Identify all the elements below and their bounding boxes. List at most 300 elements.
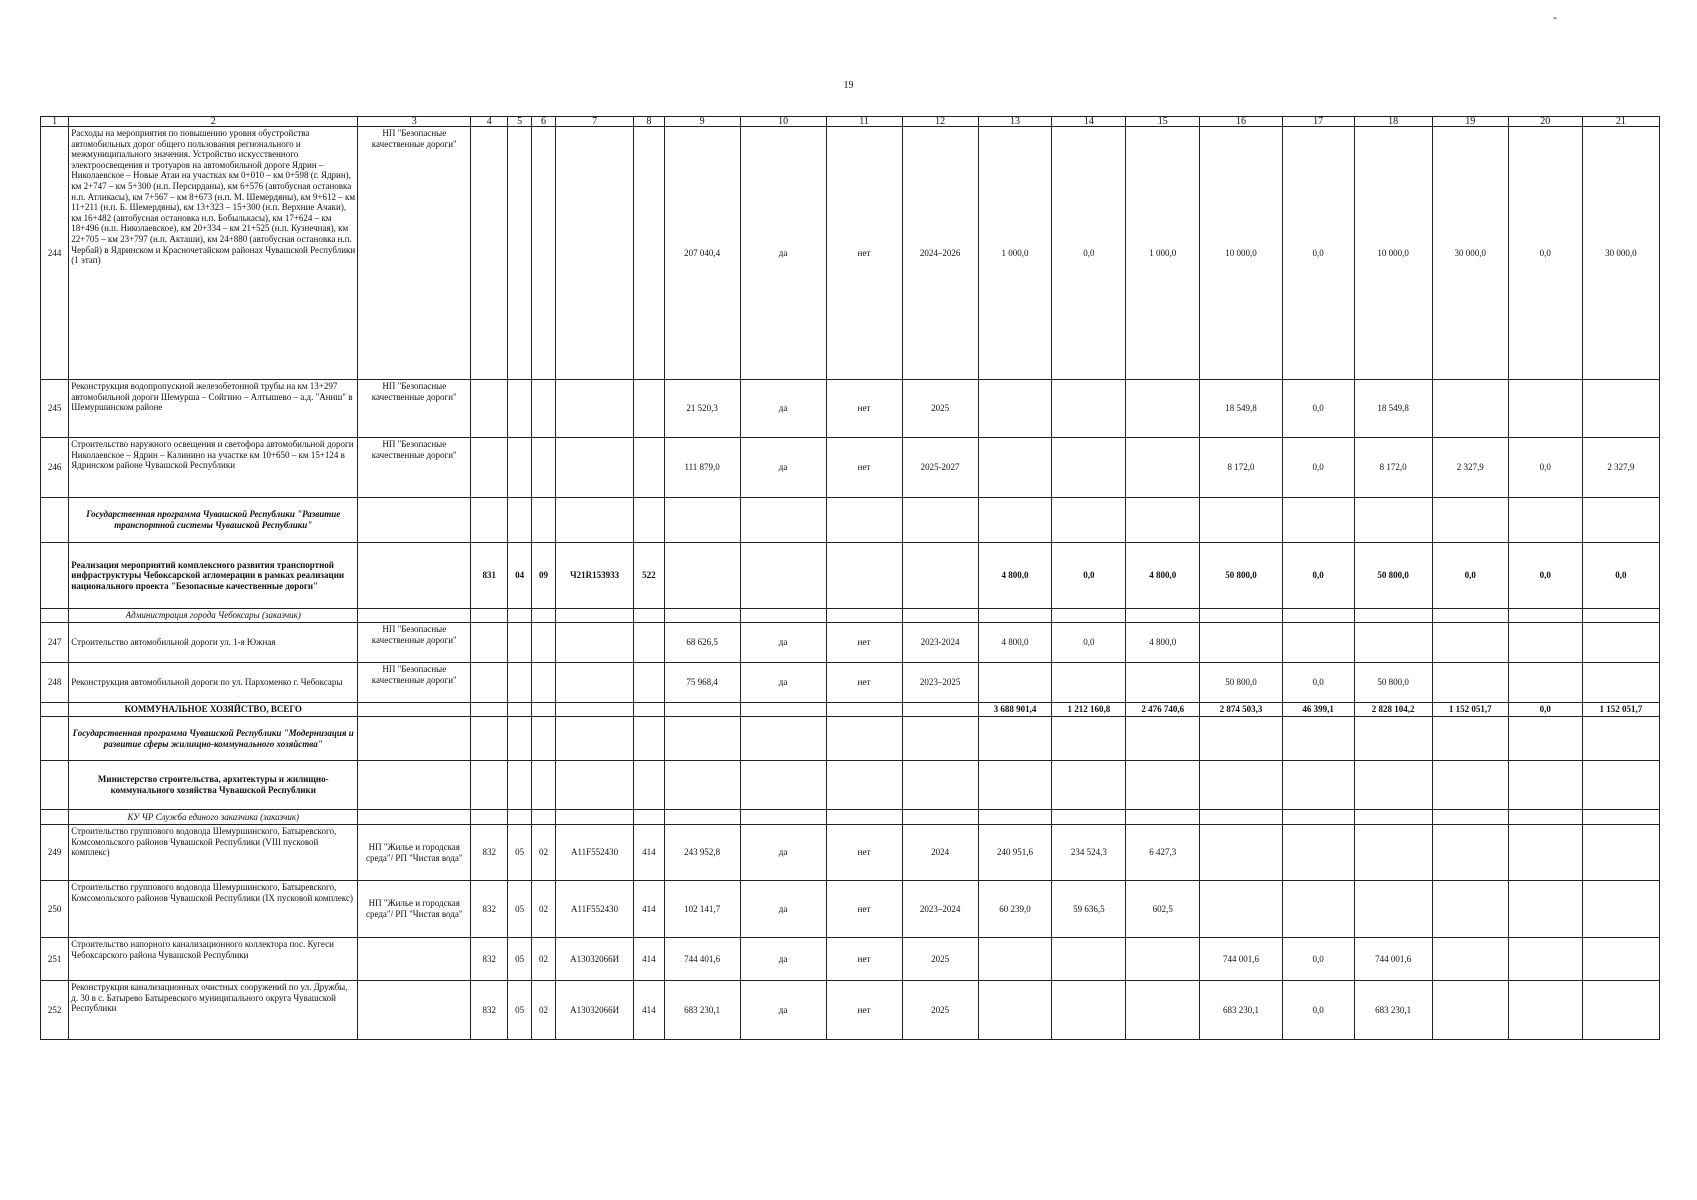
cell-c20: 0,0 bbox=[1508, 543, 1582, 609]
customer-title: Администрация города Чебоксары (заказчик) bbox=[69, 609, 358, 623]
cell-c12: 2025 bbox=[902, 981, 978, 1040]
cell-c6: 02 bbox=[532, 981, 556, 1040]
program-title: Государственная программа Чувашской Республики "Модернизация и развитие сферы жилищно-коммунального хозяйства" bbox=[69, 717, 358, 761]
col-num: 21 bbox=[1582, 117, 1659, 127]
cell-c15: 4 800,0 bbox=[1126, 623, 1200, 663]
empty-cell bbox=[826, 498, 902, 543]
cell-c9: 111 879,0 bbox=[664, 438, 740, 498]
empty-cell bbox=[902, 609, 978, 623]
empty-cell bbox=[664, 761, 740, 810]
measure-row bbox=[41, 543, 1660, 609]
empty-cell bbox=[1126, 717, 1200, 761]
empty-cell bbox=[1282, 825, 1354, 881]
empty-cell bbox=[826, 609, 902, 623]
empty-cell bbox=[1432, 881, 1508, 938]
row-number: 249 bbox=[41, 825, 69, 881]
empty-cell bbox=[740, 761, 826, 810]
empty-cell bbox=[555, 498, 633, 543]
cell-c11: нет bbox=[826, 981, 902, 1040]
cell-c19: 1 152 051,7 bbox=[1432, 703, 1508, 717]
col-num: 1 bbox=[41, 117, 69, 127]
empty-cell bbox=[1354, 810, 1432, 825]
empty-cell bbox=[508, 609, 532, 623]
empty-cell bbox=[555, 761, 633, 810]
object-name: Строительство напорного канализационного коллектора пос. Кугеси Чебоксарского района Чувашской Республики bbox=[69, 938, 358, 981]
empty-cell bbox=[532, 498, 556, 543]
cell-c17: 0,0 bbox=[1282, 543, 1354, 609]
empty-cell bbox=[1052, 810, 1126, 825]
empty-cell bbox=[978, 810, 1052, 825]
table-row bbox=[41, 881, 1660, 938]
empty-cell bbox=[1200, 609, 1283, 623]
table-row bbox=[41, 127, 1660, 380]
cell-c4: 832 bbox=[471, 825, 508, 881]
cell-c4: 831 bbox=[471, 543, 508, 609]
cell-c9: 744 401,6 bbox=[664, 938, 740, 981]
cell-c9: 21 520,3 bbox=[664, 380, 740, 438]
empty-cell bbox=[1582, 498, 1659, 543]
empty-cell bbox=[1508, 810, 1582, 825]
cell-c7: А13032066И bbox=[555, 938, 633, 981]
cell-c16: 744 001,6 bbox=[1200, 938, 1283, 981]
national-project: НП "Безопасные качественные дороги" bbox=[358, 380, 471, 438]
empty-cell bbox=[1432, 498, 1508, 543]
empty-cell bbox=[532, 761, 556, 810]
empty-cell bbox=[1052, 498, 1126, 543]
empty-cell bbox=[902, 761, 978, 810]
empty-cell bbox=[664, 498, 740, 543]
cell-c10: да bbox=[740, 663, 826, 703]
empty-cell bbox=[1052, 717, 1126, 761]
cell-c19: 2 327,9 bbox=[1432, 438, 1508, 498]
cell-c8: 414 bbox=[634, 981, 664, 1040]
empty-cell bbox=[41, 609, 69, 623]
cell-c14: 0,0 bbox=[1052, 623, 1126, 663]
cell-c21 bbox=[1582, 380, 1659, 438]
cell-c16: 10 000,0 bbox=[1200, 127, 1283, 380]
cell-c9: 102 141,7 bbox=[664, 881, 740, 938]
cell-c6: 02 bbox=[532, 881, 556, 938]
empty-cell bbox=[1508, 623, 1582, 663]
cell-c18: 8 172,0 bbox=[1354, 438, 1432, 498]
cell-c21: 1 152 051,7 bbox=[1582, 703, 1659, 717]
empty-cell bbox=[978, 663, 1052, 703]
empty-cell bbox=[1582, 938, 1659, 981]
cell-c7 bbox=[555, 127, 633, 380]
program-heading-row bbox=[41, 498, 1660, 543]
table-row bbox=[41, 438, 1660, 498]
empty-cell bbox=[471, 609, 508, 623]
cell-c17: 0,0 bbox=[1282, 380, 1354, 438]
empty-cell bbox=[1354, 825, 1432, 881]
empty-cell bbox=[1052, 609, 1126, 623]
empty-cell bbox=[471, 717, 508, 761]
empty-cell bbox=[1354, 761, 1432, 810]
cell-c18: 18 549,8 bbox=[1354, 380, 1432, 438]
empty-cell bbox=[532, 810, 556, 825]
cell-c12: 2024–2026 bbox=[902, 127, 978, 380]
col-num: 12 bbox=[902, 117, 978, 127]
empty-cell bbox=[902, 810, 978, 825]
empty-cell bbox=[1508, 663, 1582, 703]
empty-cell bbox=[902, 498, 978, 543]
cell-c8 bbox=[634, 380, 664, 438]
row-number: 251 bbox=[41, 938, 69, 981]
cell-c4 bbox=[471, 127, 508, 380]
row-number: 244 bbox=[41, 127, 69, 380]
cell-c9: 68 626,5 bbox=[664, 623, 740, 663]
object-name: Строительство наружного освещения и светофора автомобильной дороги Николаевское – Ядрин – Калинино на участке км 10+650 – км 15+124 в Ядринском районе Чувашской Республики bbox=[69, 438, 358, 498]
cell-c11: нет bbox=[826, 825, 902, 881]
empty-cell bbox=[826, 543, 902, 609]
cell-c20: 0,0 bbox=[1508, 438, 1582, 498]
empty-cell bbox=[740, 498, 826, 543]
empty-cell bbox=[1052, 981, 1126, 1040]
col-num: 13 bbox=[978, 117, 1052, 127]
empty-cell bbox=[1582, 623, 1659, 663]
empty-cell bbox=[1432, 825, 1508, 881]
empty-cell bbox=[41, 543, 69, 609]
empty-cell bbox=[1282, 761, 1354, 810]
cell-c5: 05 bbox=[508, 938, 532, 981]
row-number: 245 bbox=[41, 380, 69, 438]
row-number: 248 bbox=[41, 663, 69, 703]
empty-cell bbox=[358, 938, 471, 981]
empty-cell bbox=[1126, 938, 1200, 981]
cell-c6 bbox=[532, 438, 556, 498]
cell-c5: 04 bbox=[508, 543, 532, 609]
cell-c8: 414 bbox=[634, 825, 664, 881]
empty-cell bbox=[358, 703, 471, 717]
empty-cell bbox=[1354, 623, 1432, 663]
cell-c8: 522 bbox=[634, 543, 664, 609]
empty-cell bbox=[1200, 761, 1283, 810]
empty-cell bbox=[634, 761, 664, 810]
col-num: 17 bbox=[1282, 117, 1354, 127]
empty-cell bbox=[555, 623, 633, 663]
empty-cell bbox=[978, 981, 1052, 1040]
empty-cell bbox=[358, 810, 471, 825]
empty-cell bbox=[358, 498, 471, 543]
empty-cell bbox=[1432, 663, 1508, 703]
cell-c6: 09 bbox=[532, 543, 556, 609]
empty-cell bbox=[1282, 609, 1354, 623]
cell-c8 bbox=[634, 438, 664, 498]
cell-c15: 1 000,0 bbox=[1126, 127, 1200, 380]
empty-cell bbox=[740, 703, 826, 717]
cell-c10: да bbox=[740, 127, 826, 380]
empty-cell bbox=[41, 498, 69, 543]
empty-cell bbox=[634, 810, 664, 825]
cell-c12: 2023–2024 bbox=[902, 881, 978, 938]
cell-c13 bbox=[978, 380, 1052, 438]
cell-c9: 243 952,8 bbox=[664, 825, 740, 881]
cell-c11: нет bbox=[826, 623, 902, 663]
empty-cell bbox=[1126, 609, 1200, 623]
empty-cell bbox=[664, 609, 740, 623]
col-num: 7 bbox=[555, 117, 633, 127]
cell-c15 bbox=[1126, 438, 1200, 498]
col-num: 6 bbox=[532, 117, 556, 127]
cell-c11: нет bbox=[826, 438, 902, 498]
col-num: 15 bbox=[1126, 117, 1200, 127]
cell-c13: 4 800,0 bbox=[978, 623, 1052, 663]
empty-cell bbox=[1354, 609, 1432, 623]
cell-c18: 50 800,0 bbox=[1354, 543, 1432, 609]
cell-c15: 602,5 bbox=[1126, 881, 1200, 938]
empty-cell bbox=[902, 543, 978, 609]
cell-c16: 683 230,1 bbox=[1200, 981, 1283, 1040]
cell-c4: 832 bbox=[471, 981, 508, 1040]
cell-c18: 683 230,1 bbox=[1354, 981, 1432, 1040]
col-num: 16 bbox=[1200, 117, 1283, 127]
cell-c5 bbox=[508, 127, 532, 380]
empty-cell bbox=[1200, 498, 1283, 543]
empty-cell bbox=[358, 981, 471, 1040]
national-project: НП "Безопасные качественные дороги" bbox=[358, 438, 471, 498]
table-row bbox=[41, 825, 1660, 881]
cell-c17: 0,0 bbox=[1282, 981, 1354, 1040]
cell-c19: 0,0 bbox=[1432, 543, 1508, 609]
cell-c7 bbox=[555, 380, 633, 438]
cell-c4 bbox=[471, 380, 508, 438]
cell-c10: да bbox=[740, 623, 826, 663]
empty-cell bbox=[508, 761, 532, 810]
cell-c4: 832 bbox=[471, 938, 508, 981]
table-row bbox=[41, 663, 1660, 703]
row-number: 247 bbox=[41, 623, 69, 663]
empty-cell bbox=[358, 609, 471, 623]
cell-c7: А11F552430 bbox=[555, 825, 633, 881]
cell-c16: 50 800,0 bbox=[1200, 663, 1283, 703]
empty-cell bbox=[740, 717, 826, 761]
empty-cell bbox=[664, 810, 740, 825]
empty-cell bbox=[1508, 761, 1582, 810]
cell-c15: 4 800,0 bbox=[1126, 543, 1200, 609]
cell-c4 bbox=[471, 438, 508, 498]
empty-cell bbox=[1582, 981, 1659, 1040]
cell-c13: 240 951,6 bbox=[978, 825, 1052, 881]
national-project: НП "Безопасные качественные дороги" bbox=[358, 663, 471, 703]
cell-c14: 234 524,3 bbox=[1052, 825, 1126, 881]
empty-cell bbox=[1200, 881, 1283, 938]
empty-cell bbox=[978, 761, 1052, 810]
empty-cell bbox=[1508, 825, 1582, 881]
cell-c13: 1 000,0 bbox=[978, 127, 1052, 380]
empty-cell bbox=[555, 703, 633, 717]
empty-cell bbox=[902, 703, 978, 717]
cell-c12: 2023-2024 bbox=[902, 623, 978, 663]
cell-c13 bbox=[978, 438, 1052, 498]
empty-cell bbox=[1126, 810, 1200, 825]
col-num: 4 bbox=[471, 117, 508, 127]
empty-cell bbox=[1582, 609, 1659, 623]
cell-c8: 414 bbox=[634, 938, 664, 981]
empty-cell bbox=[532, 623, 556, 663]
ministry-heading-row bbox=[41, 761, 1660, 810]
cell-c6 bbox=[532, 127, 556, 380]
empty-cell bbox=[1582, 761, 1659, 810]
empty-cell bbox=[1282, 498, 1354, 543]
cell-c14: 0,0 bbox=[1052, 543, 1126, 609]
empty-cell bbox=[1282, 717, 1354, 761]
cell-c18: 50 800,0 bbox=[1354, 663, 1432, 703]
empty-cell bbox=[978, 609, 1052, 623]
empty-cell bbox=[1200, 825, 1283, 881]
cell-c11: нет bbox=[826, 380, 902, 438]
empty-cell bbox=[508, 703, 532, 717]
cell-c6: 02 bbox=[532, 938, 556, 981]
col-num: 2 bbox=[69, 117, 358, 127]
empty-cell bbox=[508, 663, 532, 703]
cell-c19 bbox=[1432, 380, 1508, 438]
cell-c16: 18 549,8 bbox=[1200, 380, 1283, 438]
empty-cell bbox=[826, 810, 902, 825]
national-project: НП "Безопасные качественные дороги" bbox=[358, 623, 471, 663]
empty-cell bbox=[1282, 623, 1354, 663]
empty-cell bbox=[1508, 938, 1582, 981]
col-num: 18 bbox=[1354, 117, 1432, 127]
cell-c5: 05 bbox=[508, 825, 532, 881]
cell-c7: А11F552430 bbox=[555, 881, 633, 938]
empty-cell bbox=[41, 761, 69, 810]
cell-c12: 2024 bbox=[902, 825, 978, 881]
empty-cell bbox=[1582, 881, 1659, 938]
cell-c15: 2 476 740,6 bbox=[1126, 703, 1200, 717]
empty-cell bbox=[826, 761, 902, 810]
row-number: 252 bbox=[41, 981, 69, 1040]
national-project: НП "Жилье и городская среда"/ РП "Чистая вода" bbox=[358, 881, 471, 938]
table-row bbox=[41, 623, 1660, 663]
empty-cell bbox=[508, 810, 532, 825]
cell-c15 bbox=[1126, 380, 1200, 438]
empty-cell bbox=[664, 717, 740, 761]
empty-cell bbox=[1508, 881, 1582, 938]
cell-c16: 8 172,0 bbox=[1200, 438, 1283, 498]
empty-cell bbox=[532, 609, 556, 623]
cell-c5 bbox=[508, 380, 532, 438]
national-project: НП "Жилье и городская среда"/ РП "Чистая вода" bbox=[358, 825, 471, 881]
empty-cell bbox=[1052, 663, 1126, 703]
cell-c20: 0,0 bbox=[1508, 127, 1582, 380]
empty-cell bbox=[555, 810, 633, 825]
empty-cell bbox=[471, 623, 508, 663]
cell-c20: 0,0 bbox=[1508, 703, 1582, 717]
empty-cell bbox=[1052, 761, 1126, 810]
cell-c4: 832 bbox=[471, 881, 508, 938]
cell-c5: 05 bbox=[508, 881, 532, 938]
section-title: КОММУНАЛЬНОЕ ХОЗЯЙСТВО, ВСЕГО bbox=[69, 703, 358, 717]
cell-c17: 0,0 bbox=[1282, 663, 1354, 703]
object-name: Строительство автомобильной дороги ул. 1-я Южная bbox=[69, 623, 358, 663]
empty-cell bbox=[1582, 663, 1659, 703]
object-name: Строительство группового водовода Шемуршинского, Батыревского, Комсомольского районов Чувашской Республики (IX пусковой комплекс) bbox=[69, 881, 358, 938]
empty-cell bbox=[41, 703, 69, 717]
cell-c9: 683 230,1 bbox=[664, 981, 740, 1040]
object-name: Реконструкция водопропускной железобетонной трубы на км 13+297 автомобильной дороги Шемурша – Сойгино – Алтышево – а.д. "Аниш" в Шемуршинском районе bbox=[69, 380, 358, 438]
empty-cell bbox=[634, 703, 664, 717]
program-title: Государственная программа Чувашской Республики "Развитие транспортной системы Чувашской Республики" bbox=[69, 498, 358, 543]
cell-c14 bbox=[1052, 438, 1126, 498]
cell-c17: 0,0 bbox=[1282, 438, 1354, 498]
col-num: 11 bbox=[826, 117, 902, 127]
table-row bbox=[41, 981, 1660, 1040]
measure-title: Реализация мероприятий комплексного развития транспортной инфраструктуры Чебоксарской агломерации в рамках реализации национального проекта "Безопасные качественные дороги" bbox=[69, 543, 358, 609]
empty-cell bbox=[1582, 825, 1659, 881]
col-num: 8 bbox=[634, 117, 664, 127]
empty-cell bbox=[1582, 810, 1659, 825]
cell-c7: Ч21R153933 bbox=[555, 543, 633, 609]
cell-c7: А13032066И bbox=[555, 981, 633, 1040]
cell-c6 bbox=[532, 380, 556, 438]
empty-cell bbox=[1354, 881, 1432, 938]
object-name: Реконструкция автомобильной дороги по ул. Пархоменко г. Чебоксары bbox=[69, 663, 358, 703]
empty-cell bbox=[1432, 981, 1508, 1040]
empty-cell bbox=[1508, 609, 1582, 623]
col-num: 10 bbox=[740, 117, 826, 127]
cell-c16: 50 800,0 bbox=[1200, 543, 1283, 609]
empty-cell bbox=[1282, 881, 1354, 938]
empty-cell bbox=[740, 810, 826, 825]
cell-c10: да bbox=[740, 380, 826, 438]
object-name: Расходы на мероприятия по повышению уровня обустройства автомобильных дорог общего пользования регионального и межмуниципального значения. Устройство искусственного электроосвещения и тротуаров на автомобильной дороге Ядрин – Николаевское – Новые Атаи на участках км 0+010 – км 0+598 (г. Ядрин), км 2+747 – км 5+300 (н.п. Персирданы), км 6+576 (автобусная остановка н.п. Атликасы), км 7+567 – км 8+673 (н.п. М. Шемердяны), км 9+612 – км 11+211 (н.п. Б. Шемердяны), км 13+323 – 15+300 (н.п. Верхние Ачаки), км 16+482 (автобусная остановка н.п. Бобылькасы), км 17+624 – км 18+496 (н.п. Николаевское), км 20+334 – км 21+525 (н.п. Кузнечная), км 22+705 – км 23+797 (н.п. Акташи), км 24+880 (автобусная остановка н.п. Чербай) в Ядринском и Красночетайском районах Чувашской Республики (1 этап) bbox=[69, 127, 358, 380]
empty-cell bbox=[634, 663, 664, 703]
cell-c7 bbox=[555, 438, 633, 498]
table-row bbox=[41, 380, 1660, 438]
cell-c9: 207 040,4 bbox=[664, 127, 740, 380]
cell-c21: 30 000,0 bbox=[1582, 127, 1659, 380]
empty-cell bbox=[508, 498, 532, 543]
cell-c11: нет bbox=[826, 938, 902, 981]
national-project: НП "Безопасные качественные дороги" bbox=[358, 127, 471, 380]
col-num: 3 bbox=[358, 117, 471, 127]
empty-cell bbox=[634, 717, 664, 761]
empty-cell bbox=[634, 609, 664, 623]
customer-heading-row bbox=[41, 609, 1660, 623]
cell-c13: 3 688 901,4 bbox=[978, 703, 1052, 717]
empty-cell bbox=[471, 663, 508, 703]
empty-cell bbox=[634, 623, 664, 663]
cell-c10: да bbox=[740, 438, 826, 498]
cell-c14: 59 636,5 bbox=[1052, 881, 1126, 938]
cell-c5: 05 bbox=[508, 981, 532, 1040]
empty-cell bbox=[826, 717, 902, 761]
empty-cell bbox=[532, 717, 556, 761]
col-num: 14 bbox=[1052, 117, 1126, 127]
empty-cell bbox=[1508, 981, 1582, 1040]
empty-cell bbox=[41, 810, 69, 825]
empty-cell bbox=[358, 761, 471, 810]
cell-c14: 1 212 160,8 bbox=[1052, 703, 1126, 717]
page-number: 19 bbox=[843, 80, 854, 91]
cell-c12: 2023–2025 bbox=[902, 663, 978, 703]
cell-c14 bbox=[1052, 380, 1126, 438]
empty-cell bbox=[1354, 717, 1432, 761]
cell-c21: 2 327,9 bbox=[1582, 438, 1659, 498]
cell-c20 bbox=[1508, 380, 1582, 438]
corner-mark: - bbox=[1553, 10, 1557, 24]
cell-c12: 2025 bbox=[902, 380, 978, 438]
cell-c12: 2025 bbox=[902, 938, 978, 981]
empty-cell bbox=[1354, 498, 1432, 543]
empty-cell bbox=[1200, 623, 1283, 663]
empty-cell bbox=[664, 543, 740, 609]
empty-cell bbox=[555, 663, 633, 703]
empty-cell bbox=[471, 498, 508, 543]
empty-cell bbox=[1432, 609, 1508, 623]
budget-table bbox=[40, 116, 1660, 1040]
empty-cell bbox=[41, 717, 69, 761]
